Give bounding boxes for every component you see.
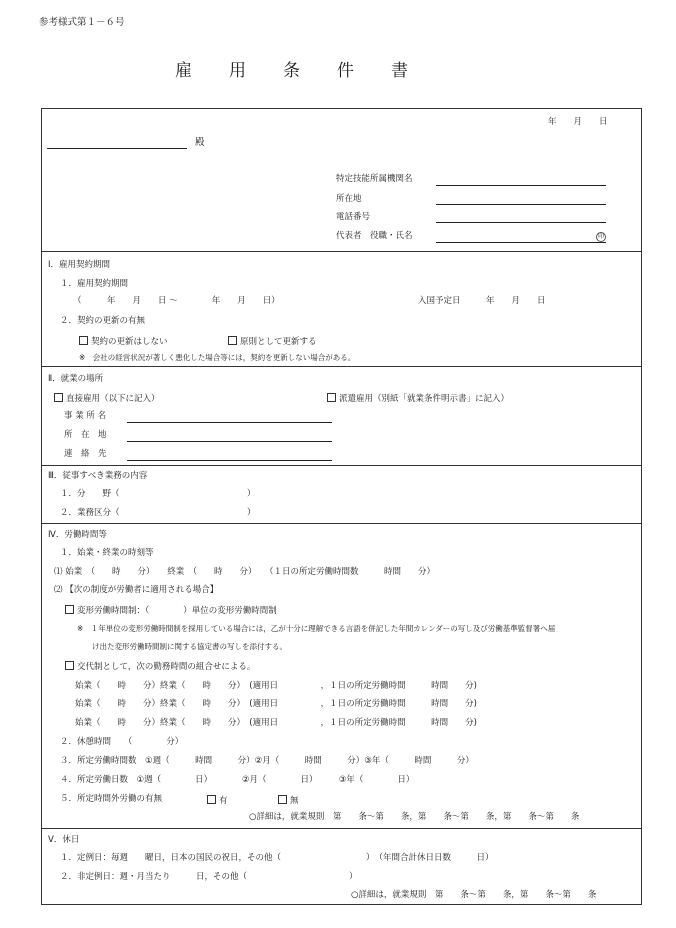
sec1-heading: Ⅰ．雇用契約期間 bbox=[48, 260, 111, 270]
sec4-break[interactable]: ２．休憩時間 （ 分） bbox=[60, 737, 184, 747]
sec2-contact-line[interactable] bbox=[127, 460, 332, 461]
divider bbox=[41, 465, 642, 466]
sec2-opt-direct[interactable]: 直接雇用（以下に記入） bbox=[54, 393, 160, 404]
address-line[interactable] bbox=[436, 204, 606, 205]
sec1-opt-renew[interactable]: 原則として更新する bbox=[228, 336, 317, 347]
sec4-variable[interactable]: 変形労働時間制：（ ）単位の変形労働時間制 bbox=[65, 605, 277, 616]
sec4-detail: ○詳細は，就業規則 第 条～第 条，第 条～第 条，第 条～第 条 bbox=[249, 812, 580, 822]
sec2-heading: Ⅱ．就業の場所 bbox=[48, 374, 104, 384]
sec1-contract-period: １．雇用契約期間 bbox=[60, 279, 129, 289]
sec5-variable-holidays[interactable]: ２．非定例日：週・月当たり 日，その他（ ） bbox=[60, 872, 358, 882]
sec5-fixed-holidays[interactable]: １．定例日：毎週 曜日，日本の国民の祝日，その他（ ） （年間合計休日日数 日） bbox=[60, 853, 494, 863]
address-label: 所在地 bbox=[336, 194, 362, 204]
sec5-detail: ○詳細は，就業規則 第 条～第 条，第 条～第 条 bbox=[351, 890, 597, 900]
sec4-days-total[interactable]: ４．所定労働日数 ①週（ 日） ②月（ 日） ③年（ 日） bbox=[60, 775, 415, 785]
shift-row[interactable]: 始業（ 時 分）終業（ 時 分） (適用日 ，１日の所定労働時間 時間 分) bbox=[75, 699, 477, 709]
sec2-office-label: 事 業 所 名 bbox=[64, 411, 107, 421]
form-id: 参考様式第１－６号 bbox=[39, 17, 125, 28]
org-name-label: 特定技能所属機関名 bbox=[336, 174, 413, 184]
sec3-field[interactable]: １．分 野（ ） bbox=[60, 489, 256, 499]
checkbox[interactable] bbox=[278, 795, 287, 804]
sec1-period-range[interactable]: （ 年 月 日 ～ 年 月 日） bbox=[73, 296, 280, 306]
sec2-address-line[interactable] bbox=[127, 441, 332, 442]
shift-row[interactable]: 始業（ 時 分）終業（ 時 分） (適用日 ，１日の所定労働時間 時間 分) bbox=[75, 681, 477, 691]
overtime-yes[interactable]: 有 bbox=[207, 795, 228, 806]
divider bbox=[41, 828, 642, 829]
sec4-note1: ※ １年単位の変形労働時間制を採用している場合には，乙が十分に理解できる言語を併記した年間カレンダーの写し及び労働基準監督署へ届 bbox=[77, 624, 556, 633]
sec4-note2: け出た変形労働時間制に関する協定書の写しを添付する。 bbox=[92, 642, 287, 651]
checkbox[interactable] bbox=[207, 795, 216, 804]
checkbox[interactable] bbox=[54, 393, 63, 402]
overtime-no[interactable]: 無 bbox=[278, 795, 299, 806]
sec1-renewal: ２．契約の更新の有無 bbox=[60, 316, 146, 326]
sec1-entry-date[interactable]: 入国予定日 年 月 日 bbox=[418, 296, 546, 306]
checkbox[interactable] bbox=[228, 336, 237, 345]
sec2-address-label: 所 在 地 bbox=[64, 430, 107, 440]
seal-icon: 印 bbox=[597, 233, 604, 240]
date-field[interactable]: 年 月 日 bbox=[548, 117, 608, 127]
sec5-heading: Ⅴ．休日 bbox=[48, 835, 80, 845]
sec4-shift[interactable]: 交代制として，次の勤務時間の組合せによる。 bbox=[65, 661, 255, 672]
sec4-system: ⑵ 【次の制度が労働者に適用される場合】 bbox=[54, 585, 219, 595]
addressee-line[interactable] bbox=[47, 148, 187, 149]
form-frame bbox=[41, 108, 642, 905]
sec4-start-end: １．始業・終業の時刻等 bbox=[60, 548, 154, 558]
sec3-heading: Ⅲ．従事すべき業務の内容 bbox=[48, 471, 148, 481]
divider bbox=[41, 366, 642, 367]
checkbox[interactable] bbox=[65, 605, 74, 614]
checkbox[interactable] bbox=[327, 393, 336, 402]
sec4-hours-total[interactable]: ３．所定労働時間数 ①週（ 時間 分）②月（ 時間 分）③年（ 時間 分） bbox=[60, 756, 474, 766]
shift-row[interactable]: 始業（ 時 分）終業（ 時 分） (適用日 ，１日の所定労働時間 時間 分) bbox=[75, 718, 477, 728]
addressee-suffix: 殿 bbox=[195, 137, 205, 148]
checkbox[interactable] bbox=[79, 336, 88, 345]
sec2-opt-dispatch[interactable]: 派遣雇用（別紙「就業条件明示書」に記入） bbox=[327, 393, 509, 404]
sec2-office-line[interactable] bbox=[127, 422, 332, 423]
sec2-contact-label: 連 絡 先 bbox=[64, 449, 107, 459]
phone-line[interactable] bbox=[436, 222, 606, 223]
rep-line[interactable] bbox=[436, 242, 606, 243]
sec1-note: ※ 会社の経営状況が著しく悪化した場合等には，契約を更新しない場合がある。 bbox=[79, 353, 356, 362]
page-title: 雇 用 条 件 書 bbox=[175, 61, 409, 81]
sec4-heading: Ⅳ．労働時間等 bbox=[48, 530, 107, 540]
rep-label: 代表者 役職・氏名 bbox=[336, 231, 413, 241]
org-name-line[interactable] bbox=[436, 185, 606, 186]
sec1-opt-no-renew[interactable]: 契約の更新はしない bbox=[79, 336, 168, 347]
sec4-overtime: ５．所定時間外労働の有無 bbox=[60, 794, 163, 804]
divider bbox=[41, 251, 642, 252]
sec4-hours[interactable]: ⑴ 始業 （ 時 分） 終業 （ 時 分） （１日の所定労働時間数 時間 分） bbox=[54, 567, 435, 577]
phone-label: 電話番号 bbox=[336, 212, 371, 222]
sec3-category[interactable]: ２．業務区分（ ） bbox=[60, 508, 256, 518]
checkbox[interactable] bbox=[65, 661, 74, 670]
divider bbox=[41, 523, 642, 524]
